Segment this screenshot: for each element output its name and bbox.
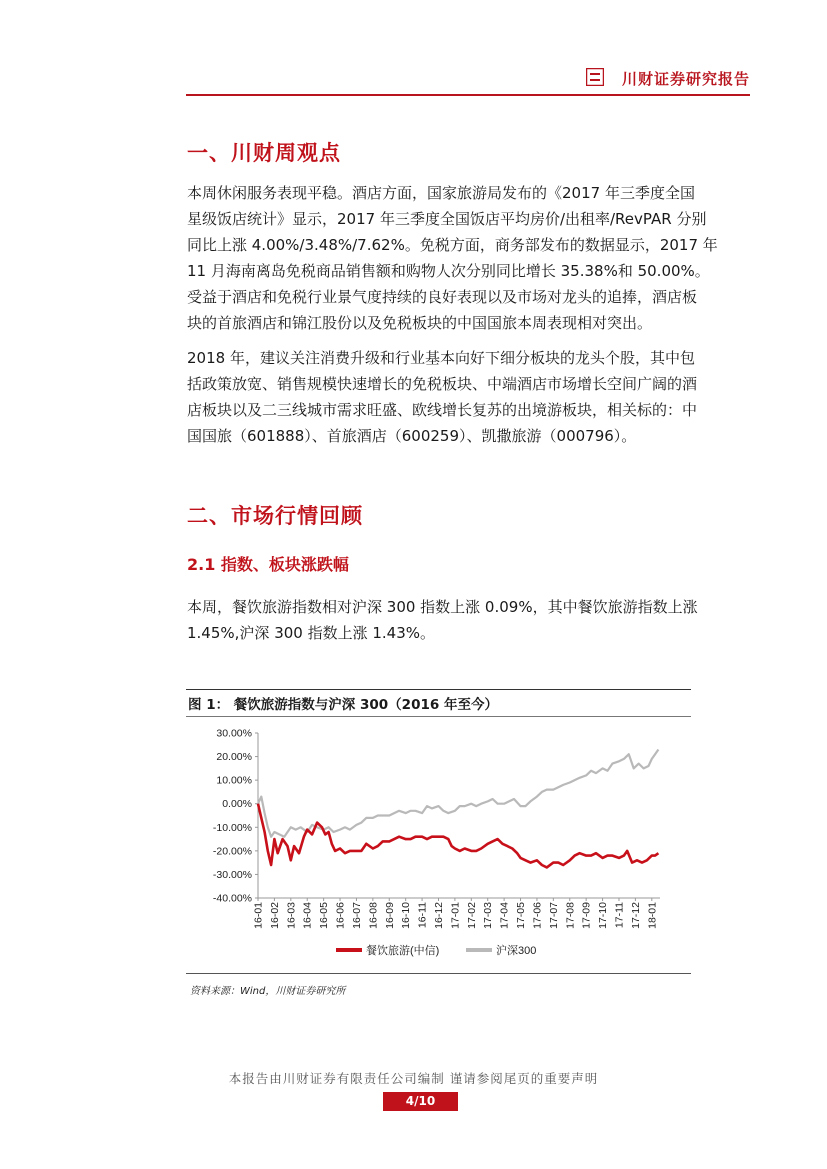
y-tick-label: -40.00% (212, 892, 252, 905)
x-tick-label: 16-10 (400, 902, 413, 929)
x-tick-label: 17-03 (482, 902, 495, 929)
page-number: 4/10 (383, 1092, 458, 1111)
x-tick-label: 17-01 (449, 902, 462, 929)
y-tick-label: 20.00% (216, 751, 252, 764)
y-tick-label: 0.00% (222, 798, 252, 811)
section-1-heading: 一、川财周观点 (187, 141, 341, 165)
series-line-catering-tourism (258, 804, 658, 868)
text-line: 2018 年，建议关注消费升级和行业基本向好下细分板块的龙头个股，其中包 (187, 349, 695, 367)
x-tick-label: 16-06 (334, 902, 347, 929)
text-line: 括政策放宽、销售规模快速增长的免税板块、中端酒店市场增长空间广阔的酒 (187, 375, 698, 393)
x-tick-label: 16-09 (383, 902, 396, 929)
text-line: 本周休闲服务表现平稳。酒店方面，国家旅游局发布的《2017 年三季度全国 (187, 184, 695, 202)
text-line: 受益于酒店和免税行业景气度持续的良好表现以及市场对龙头的追捧，酒店板 (187, 288, 698, 306)
legend-item-catering-tourism-label: 餐饮旅游(中信) (366, 945, 440, 957)
x-tick-label: 16-07 (350, 902, 363, 929)
x-tick-label: 16-04 (301, 902, 314, 929)
text-line: 1.45%,沪深 300 指数上涨 1.43%。 (187, 624, 436, 642)
y-tick-label: -10.00% (212, 821, 252, 834)
x-tick-label: 17-06 (531, 902, 544, 929)
text-line: 本周，餐饮旅游指数相对沪深 300 指数上涨 0.09%，其中餐饮旅游指数上涨 (187, 598, 698, 616)
figure-title: 图 1： 餐饮旅游指数与沪深 300（2016 年至今） (188, 697, 498, 713)
section-2-heading: 二、市场行情回顾 (187, 504, 363, 528)
x-tick-label: 16-03 (285, 902, 298, 929)
x-tick-label: 18-01 (646, 902, 659, 929)
y-tick-label: 10.00% (216, 774, 252, 787)
text-line: 店板块以及二三线城市需求旺盛、欧线增长复苏的出境游板块，相关标的：中 (187, 401, 698, 419)
x-tick-label: 17-08 (564, 902, 577, 929)
x-tick-label: 17-11 (613, 902, 626, 929)
line-chart (186, 718, 691, 973)
x-tick-label: 16-05 (318, 902, 331, 929)
figure-title-divider (186, 716, 691, 717)
x-tick-label: 17-05 (515, 902, 528, 929)
text-line: 块的首旅酒店和锦江股份以及免税板块的中国国旅本周表现相对突出。 (187, 314, 653, 332)
text-line: 同比上涨 4.00%/3.48%/7.62%。免税方面，商务部发布的数据显示，2017 年 (187, 236, 718, 254)
report-title: 川财证券研究报告 (621, 70, 750, 88)
section-1-paragraph-1 (187, 180, 755, 336)
x-tick-label: 16-01 (252, 902, 265, 929)
x-tick-label: 16-11 (416, 902, 429, 929)
x-tick-label: 17-09 (580, 902, 593, 929)
x-tick-label: 17-07 (547, 902, 560, 929)
figure-1 (186, 689, 691, 974)
figure-source: 资料来源：Wind，川财证券研究所 (190, 986, 346, 997)
x-tick-label: 16-12 (432, 902, 445, 929)
x-tick-label: 16-02 (268, 902, 281, 929)
y-tick-label: 30.00% (216, 727, 252, 740)
x-tick-label: 17-12 (629, 902, 642, 929)
y-tick-label: -30.00% (212, 868, 252, 881)
text-line: 星级饭店统计》显示，2017 年三季度全国饭店平均房价/出租率/RevPAR 分别 (187, 210, 707, 228)
footer-statement: 本报告由川财证券有限责任公司编制 谨请参阅尾页的重要声明 (228, 1071, 599, 1086)
section-2-paragraph (187, 594, 755, 646)
x-tick-label: 17-04 (498, 902, 511, 929)
x-tick-label: 17-02 (465, 902, 478, 929)
y-tick-label: -20.00% (212, 845, 252, 858)
x-tick-label: 17-10 (597, 902, 610, 929)
text-line: 11 月海南离岛免税商品销售额和购物人次分别同比增长 35.38%和 50.00%。 (187, 262, 710, 280)
text-line: 国国旅（601888）、首旅酒店（600259）、凯撒旅游（000796）。 (187, 427, 637, 445)
company-logo-icon (586, 68, 604, 86)
subsection-2-1-heading: 2.1 指数、板块涨跌幅 (187, 555, 349, 574)
section-1-paragraph-2 (187, 345, 755, 449)
legend-item-csi300-label: 沪深300 (496, 945, 537, 957)
page-header (186, 60, 750, 96)
x-tick-label: 16-08 (367, 902, 380, 929)
